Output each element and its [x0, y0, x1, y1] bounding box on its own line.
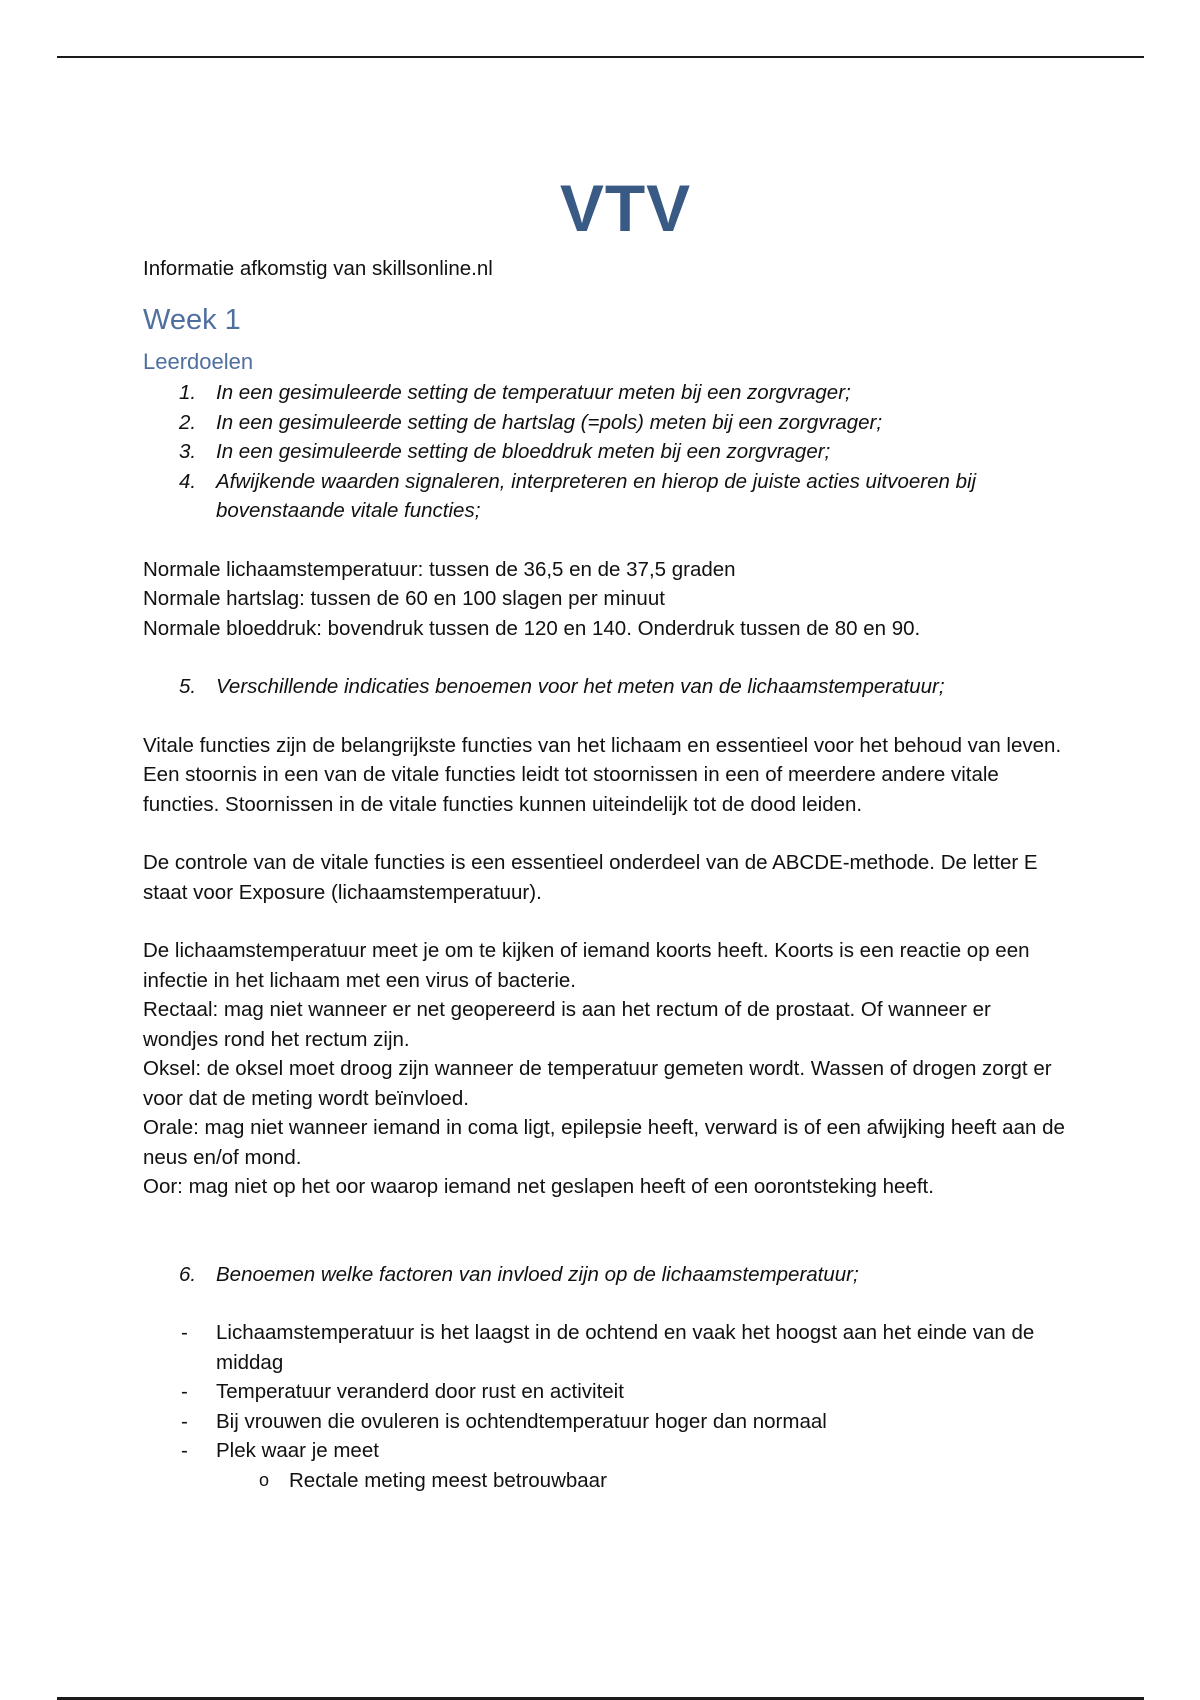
- list-item: - Bij vrouwen die ovuleren is ochtendtemperatuur hoger dan normaal: [181, 1409, 827, 1433]
- goal-item: 4. Afwijkende waarden signaleren, interpreteren en hierop de juiste acties uitvoeren bij bovenstaande vitale functies;: [179, 469, 977, 522]
- list-item: - Temperatuur veranderd door rust en activiteit: [181, 1380, 624, 1403]
- goal-item: 3. In een gesimuleerde setting de bloeddruk meten bij een zorgvrager;: [179, 440, 831, 463]
- goal-item: 1. In een gesimuleerde setting de temperatuur meten bij een zorgvrager;: [179, 381, 851, 404]
- header-rule: [57, 56, 1144, 58]
- goal-item: 2. In een gesimuleerde setting de hartslag (=pols) meten bij een zorgvrager;: [179, 410, 883, 434]
- goal-5-list: [143, 672, 1068, 702]
- paragraph-abcde: De controle van de vitale functies is een essentieel onderdeel van de ABCDE-methode. De letter E staat voor Exposure (lichaamstemperatuur).: [143, 851, 1038, 904]
- goal-6-list: [143, 1260, 1068, 1290]
- list-item: - Lichaamstemperatuur is het laagst in de ochtend en vaak het hoogst aan het einde van de middag: [181, 1321, 1035, 1374]
- paragraph-rectaal: Rectaal: mag niet wanneer er net geopereerd is aan het rectum of de prostaat. Of wanneer er wondjes rond het rectum zijn.: [143, 998, 991, 1051]
- sub-list-item: o Rectale meting meest betrouwbaar: [259, 1468, 607, 1492]
- paragraph-koorts: De lichaamstemperatuur meet je om te kijken of iemand koorts heeft. Koorts is een reactie op een infectie in het lichaam met een virus of bacterie.: [143, 939, 1030, 992]
- week-heading: Week 1: [143, 304, 241, 336]
- document-page: [143, 168, 1068, 1495]
- goals-list: [143, 378, 1068, 526]
- source-line: Informatie afkomstig van skillsonline.nl: [143, 257, 493, 280]
- paragraph-oksel: Oksel: de oksel moet droog zijn wanneer de temperatuur gemeten wordt. Wassen of drogen zorgt er voor dat de meting wordt beïnvloed.: [143, 1057, 1052, 1110]
- normal-heartrate: Normale hartslag: tussen de 60 en 100 slagen per minuut: [143, 587, 665, 610]
- factors-list: [143, 1318, 1068, 1495]
- paragraph-orale: Orale: mag niet wanneer iemand in coma ligt, epilepsie heeft, verward is of een afwijking heeft aan de neus en/of mond.: [143, 1116, 1065, 1169]
- document-title: VTV: [559, 171, 692, 245]
- normal-bloodpressure: Normale bloeddruk: bovendruk tussen de 120 en 140. Onderdruk tussen de 80 en 90.: [143, 616, 921, 640]
- normal-temperature: Normale lichaamstemperatuur: tussen de 36,5 en de 37,5 graden: [143, 557, 736, 581]
- goal-item: 5. Verschillende indicaties benoemen voor het meten van de lichaamstemperatuur;: [179, 675, 945, 698]
- paragraph-oor: Oor: mag niet op het oor waarop iemand net geslapen heeft of een oorontsteking heeft.: [143, 1175, 934, 1198]
- goal-item: 6. Benoemen welke factoren van invloed zijn op de lichaamstemperatuur;: [179, 1262, 859, 1286]
- paragraph-vitale-functies: Vitale functies zijn de belangrijkste functies van het lichaam en essentieel voor het behoud van leven. Een stoornis in een van de vitale functies leidt tot stoornissen in een of meerdere andere vitale functies. Stoornissen in de vitale functies kunnen uiteindelijk tot de dood leiden.: [143, 733, 1062, 816]
- leerdoelen-heading: Leerdoelen: [143, 349, 254, 374]
- sub-factors-list: [216, 1466, 1068, 1496]
- list-item: - Plek waar je meet o Rectale meting meest betrouwbaar: [143, 1436, 1068, 1495]
